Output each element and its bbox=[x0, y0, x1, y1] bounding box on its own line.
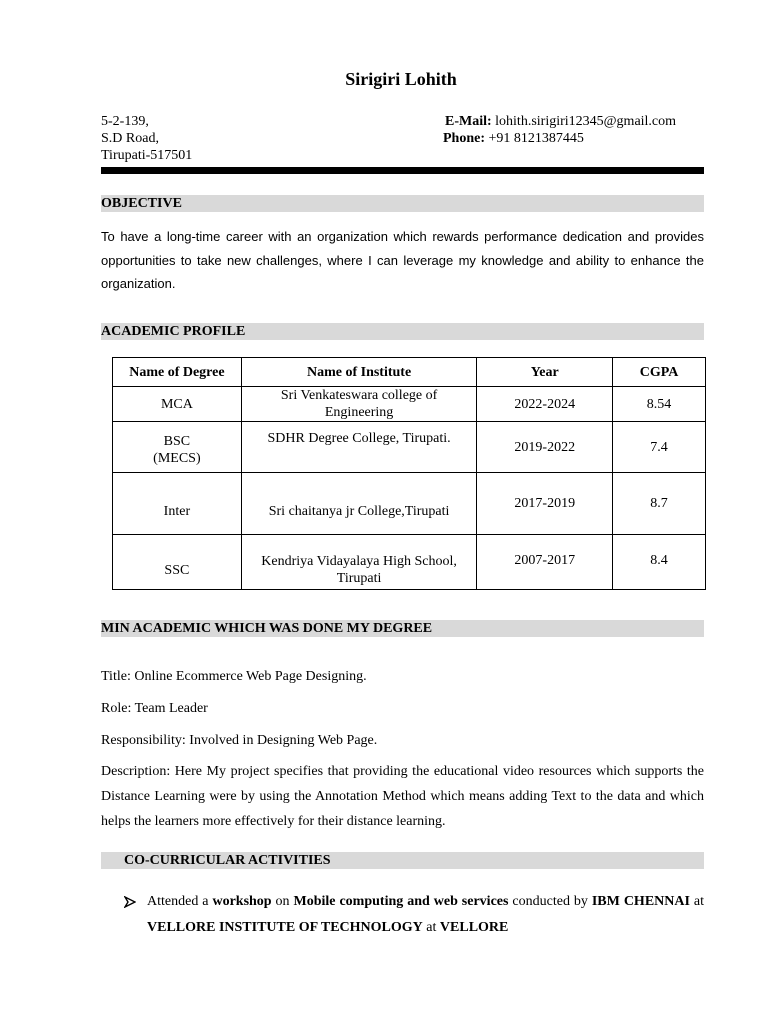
academic-table bbox=[112, 357, 706, 590]
column-header: Name of Degree bbox=[113, 358, 242, 387]
cgpa-cell: 7.4 bbox=[613, 422, 706, 473]
degree-cell: Inter bbox=[113, 473, 242, 535]
column-header: Name of Institute bbox=[241, 358, 477, 387]
header-divider bbox=[101, 167, 704, 174]
degree-cell bbox=[113, 422, 242, 473]
year-cell: 2007-2017 bbox=[477, 535, 613, 590]
list-item bbox=[124, 889, 704, 941]
section-heading-academic: ACADEMIC PROFILE bbox=[101, 323, 704, 340]
institute-cell: Sri Venkateswara college of Engineering bbox=[241, 387, 477, 422]
year-cell: 2017-2019 bbox=[477, 473, 613, 535]
address-line: Tirupati-517501 bbox=[101, 148, 193, 163]
activity-text-part: at bbox=[689, 894, 704, 909]
degree-cell: MCA bbox=[113, 387, 242, 422]
column-header: Year bbox=[477, 358, 613, 387]
table-row bbox=[113, 422, 706, 473]
activity-emphasis: IBM CHENNAI bbox=[591, 894, 690, 909]
address-line: 5-2-139, bbox=[101, 114, 149, 129]
email-value: lohith.sirigiri12345@gmail.com bbox=[495, 114, 677, 129]
degree-specialization: (MECS) bbox=[153, 451, 201, 466]
institute-cell: Kendriya Vidayalaya High School, Tirupati bbox=[241, 535, 477, 590]
objective-text: To have a long-time career with an organization which rewards performance dedication and provides opportunities to take new challenges, where I can leverage my knowledge and ability to enhance the organization. bbox=[101, 229, 704, 291]
activity-text-part: at bbox=[422, 920, 440, 935]
phone-value: +91 8121387445 bbox=[488, 131, 584, 146]
table-row bbox=[113, 473, 706, 535]
project-description: Description: Here My project specifies that providing the educational video resources which supports the Distance Learning were by using the Annotation Method which means adding Text to the data and which helps the learners more effectively for their distance learning. bbox=[101, 764, 704, 829]
section-heading-objective: OBJECTIVE bbox=[101, 195, 704, 212]
project-title: Title: Online Ecommerce Web Page Designing. bbox=[101, 669, 367, 684]
email-line bbox=[443, 113, 676, 130]
candidate-name: Sirigiri Lohith bbox=[345, 69, 457, 89]
institute-cell: Sri chaitanya jr College,Tirupati bbox=[241, 473, 477, 535]
column-header: CGPA bbox=[613, 358, 706, 387]
project-role: Role: Team Leader bbox=[101, 701, 208, 716]
phone-label: Phone: bbox=[443, 131, 485, 146]
project-responsibility: Responsibility: Involved in Designing Web Page. bbox=[101, 733, 378, 748]
activity-text-part: conducted by bbox=[508, 894, 592, 909]
year-cell: 2022-2024 bbox=[477, 387, 613, 422]
degree-name: BSC bbox=[163, 434, 191, 449]
activity-emphasis: VELLORE INSTITUTE OF TECHNOLOGY bbox=[147, 920, 423, 935]
institute-cell: SDHR Degree College, Tirupati. bbox=[241, 422, 477, 473]
email-label: E-Mail: bbox=[445, 114, 492, 129]
contact-block bbox=[443, 113, 676, 147]
phone-line bbox=[443, 130, 676, 147]
activity-emphasis: VELLORE bbox=[439, 920, 509, 935]
activity-text bbox=[147, 889, 704, 941]
degree-cell: SSC bbox=[113, 535, 242, 590]
section-heading-cocurricular: CO-CURRICULAR ACTIVITIES bbox=[101, 852, 704, 869]
table-header-row bbox=[113, 358, 706, 387]
cgpa-cell: 8.54 bbox=[613, 387, 706, 422]
table-row bbox=[113, 535, 706, 590]
cgpa-cell: 8.7 bbox=[613, 473, 706, 535]
cgpa-cell: 8.4 bbox=[613, 535, 706, 590]
activity-text-part: Attended a bbox=[147, 894, 213, 909]
table-row bbox=[113, 387, 706, 422]
section-heading-project: MIN ACADEMIC WHICH WAS DONE MY DEGREE bbox=[101, 620, 704, 637]
activity-emphasis: workshop bbox=[212, 894, 272, 909]
activity-emphasis: Mobile computing and web services bbox=[293, 894, 509, 909]
address-line: S.D Road, bbox=[101, 131, 159, 146]
year-cell: 2019-2022 bbox=[477, 422, 613, 473]
activity-text-part: on bbox=[271, 894, 294, 909]
address-block bbox=[101, 113, 192, 164]
